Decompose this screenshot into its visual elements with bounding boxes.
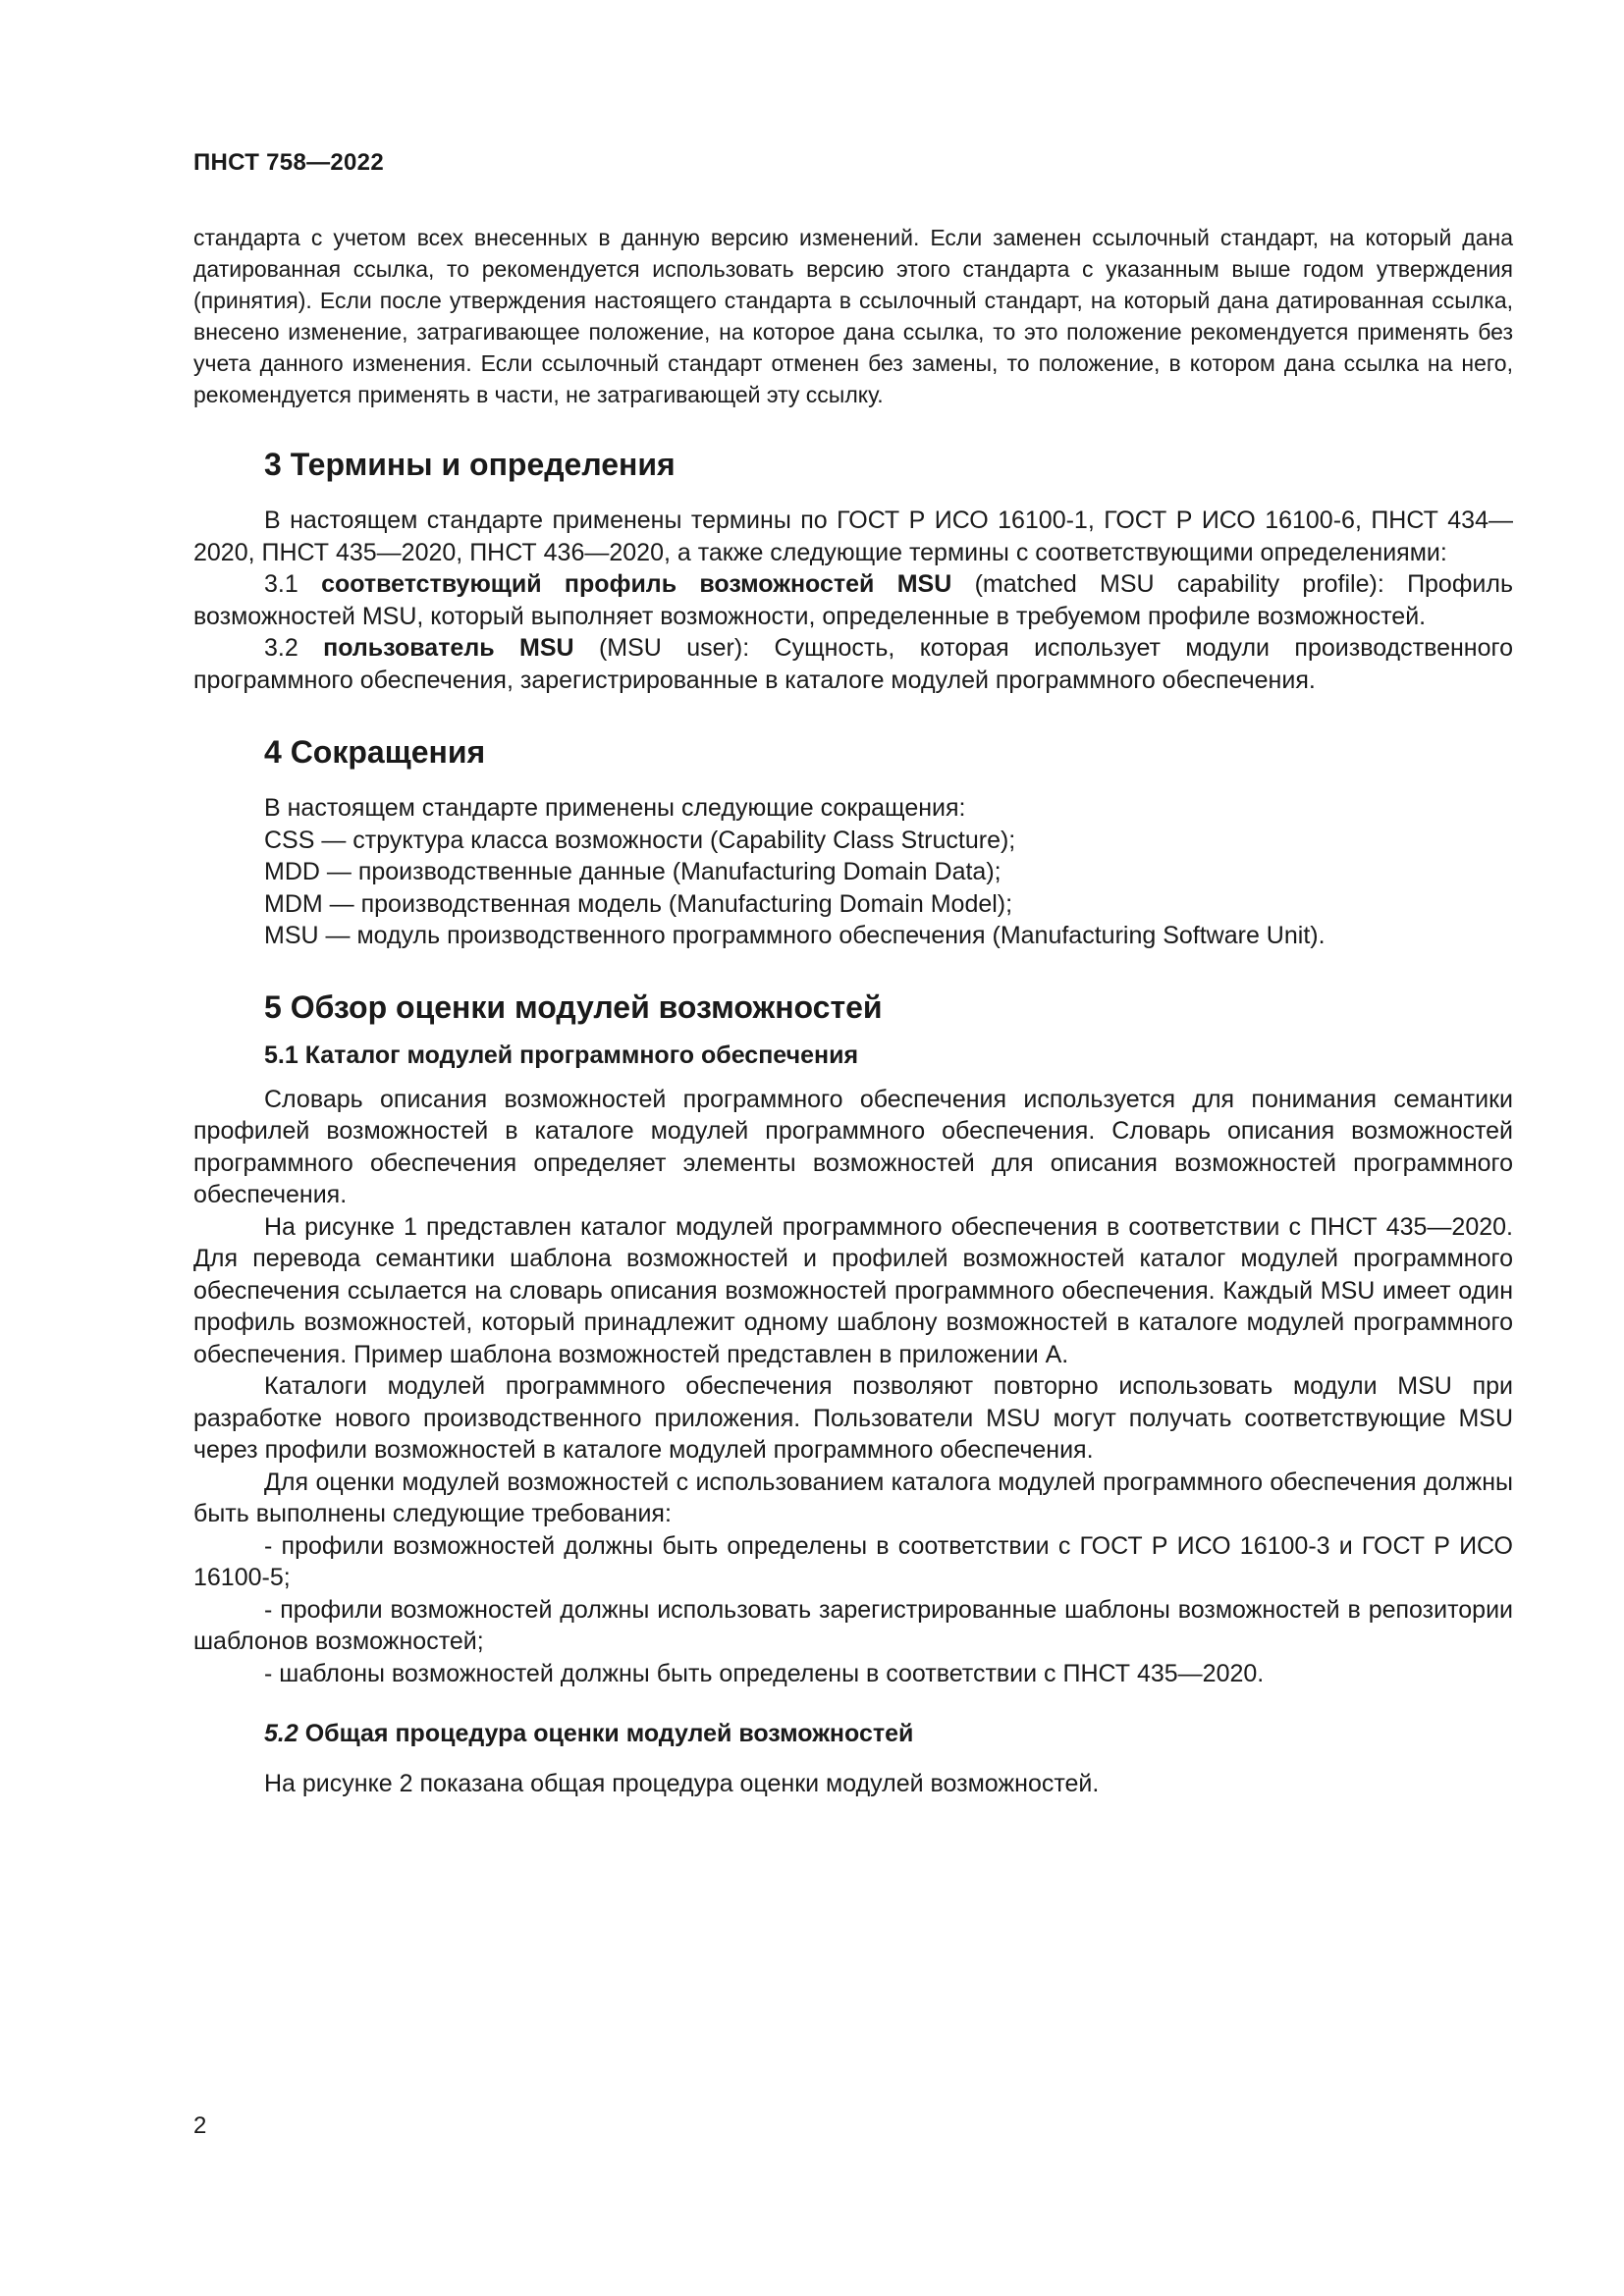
requirement-item: - профили возможностей должны использовать зарегистрированные шаблоны возможностей в репозитории шаблонов возможностей; (193, 1595, 1513, 1655)
subsection-5-2-heading (193, 1717, 1513, 1750)
requirement-item: - профили возможностей должны быть определены в соответствии с ГОСТ Р ИСО 16100-3 и ГОСТ Р ИСО 16100-5; (193, 1531, 1513, 1591)
body-paragraph: Словарь описания возможностей программного обеспечения используется для понимания семантики профилей возможностей в каталоге модулей программного обеспечения. Словарь описания возможностей программного обеспечения определяет элементы возможностей для описания возможностей программного обеспечения. (193, 1085, 1513, 1208)
abbreviation-item: MSU — модуль производственного программного обеспечения (Manufacturing Software Unit). (264, 922, 1326, 949)
continued-paragraph: стандарта с учетом всех внесенных в данную версию изменений. Если заменен ссылочный стандарт, на который дана датированная ссылка, то рекомендуется использовать версию этого стандарта с указанным выше годом утверждения (принятия). Если после утверждения настоящего стандарта в ссылочный стандарт, на который дана датированная ссылка, внесено изменение, затрагивающее положение, на которое дана ссылка, то это положение рекомендуется применять без учета данного изменения. Если ссылочный стандарт отменен без замены, то положение, в котором дана ссылка на него, рекомендуется применять в части, не затрагивающей эту ссылку. (193, 225, 1513, 407)
subsection-number: 5.2 (264, 1720, 298, 1747)
body-paragraph: Для оценки модулей возможностей с использованием каталога модулей программного обеспечения должны быть выполнены следующие требования: (193, 1468, 1513, 1527)
body-paragraph: На рисунке 1 представлен каталог модулей программного обеспечения в соответствии с ПНСТ 435—2020. Для перевода семантики шаблона возможностей и профилей возможностей каталог модулей программного обеспечения ссылается на словарь описания возможностей программного обеспечения. Каждый MSU имеет один профиль возможностей, который принадлежит одному шаблону возможностей в каталоге модулей программного обеспечения. Пример шаблона возможностей представлен в приложении А. (193, 1212, 1513, 1368)
running-header: ПНСТ 758—2022 (193, 149, 384, 176)
section-4-heading: 4 Сокращения (264, 734, 486, 770)
term-number: 3.2 (264, 634, 298, 662)
page-body (193, 222, 1513, 1800)
page-number: 2 (193, 2112, 207, 2139)
abbreviation-item: MDM — производственная модель (Manufacturing Domain Model); (264, 889, 1013, 918)
section-4-intro: В настоящем стандарте применены следующие сокращения: (264, 794, 966, 822)
abbreviation-item: CSS — структура класса возможности (Capability Class Structure); (264, 826, 1016, 854)
term-name: пользователь MSU (323, 634, 574, 662)
abbreviation-item: MDD — производственные данные (Manufacturing Domain Data); (264, 858, 1001, 885)
term-definition: (MSU user): Сущность, которая использует модули производственного программного обеспечения, зарегистрированные в каталоге модулей программного обеспечения. (193, 634, 1513, 694)
subsection-title: Общая процедура оценки модулей возможностей (304, 1720, 914, 1747)
section-5-heading: 5 Обзор оценки модулей возможностей (264, 988, 883, 1025)
body-paragraph: На рисунке 2 показана общая процедура оценки модулей возможностей. (264, 1770, 1100, 1797)
section-3-heading: 3 Термины и определения (264, 447, 676, 482)
term-number: 3.1 (264, 570, 298, 598)
term-3-2 (193, 632, 1513, 696)
requirement-item: - шаблоны возможностей должны быть определены в соответствии с ПНСТ 435—2020. (264, 1659, 1265, 1687)
term-definition: (matched MSU capability profile): Профиль возможностей MSU, который выполняет возможности, определенные в требуемом профиле возможностей. (193, 570, 1513, 630)
term-name: соответствующий профиль возможностей MSU (321, 570, 952, 598)
body-paragraph: Каталоги модулей программного обеспечения позволяют повторно использовать модули MSU при разработке нового производственного приложения. Пользователи MSU могут получать соответствующие MSU через профили возможностей в каталоге модулей программного обеспечения. (193, 1372, 1513, 1464)
term-3-1 (193, 568, 1513, 632)
subsection-5-1-heading: 5.1 Каталог модулей программного обеспечения (264, 1041, 859, 1069)
section-3-intro: В настоящем стандарте применены термины по ГОСТ Р ИСО 16100-1, ГОСТ Р ИСО 16100-6, ПНСТ 434—2020, ПНСТ 435—2020, ПНСТ 436—2020, а также следующие термины с соответствующими определениями: (193, 507, 1513, 566)
